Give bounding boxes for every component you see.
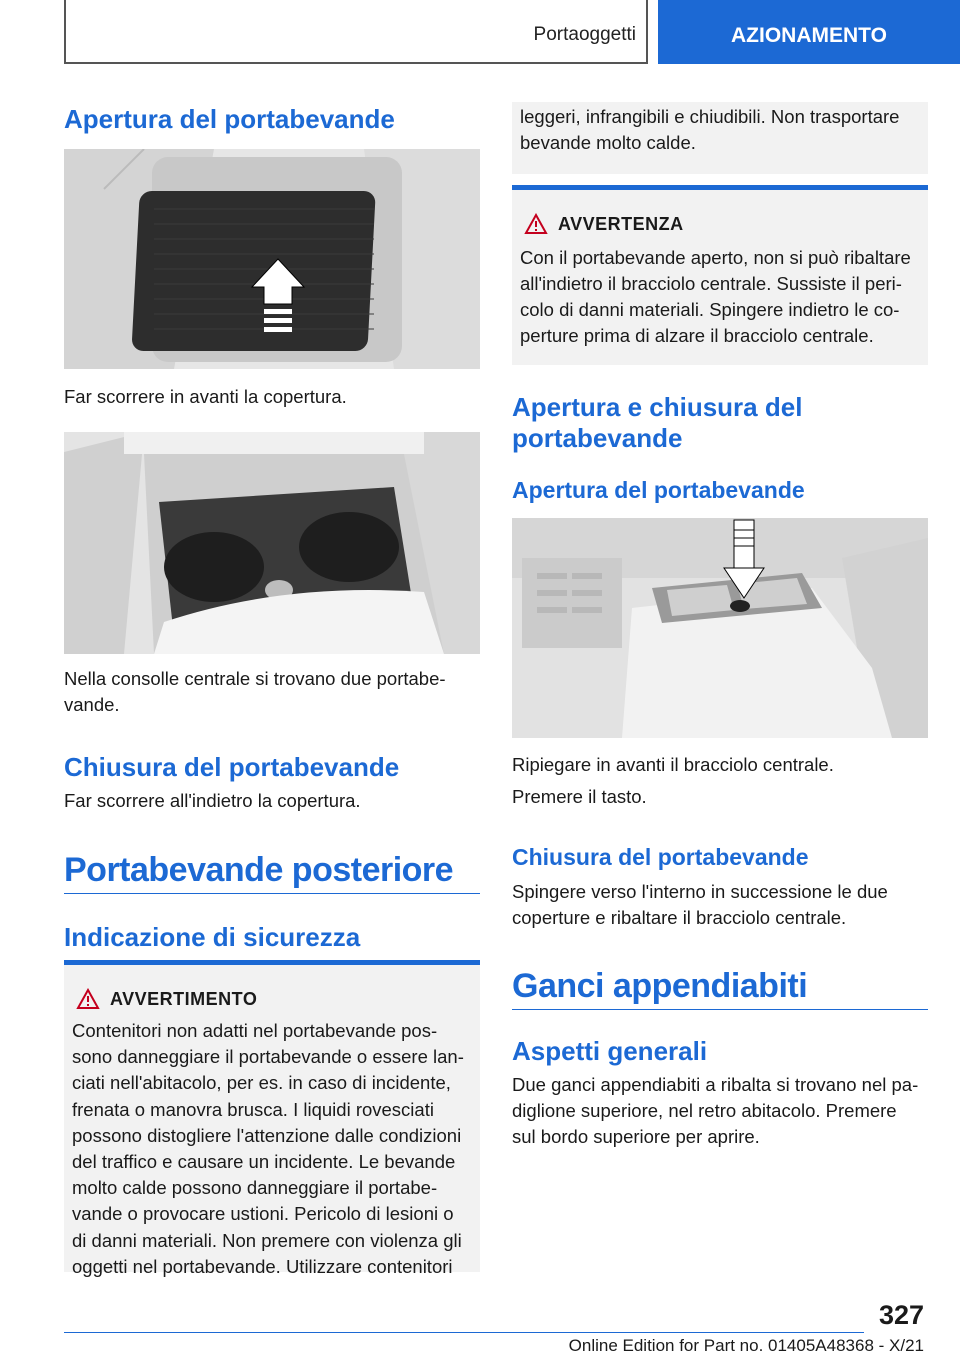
caution-box bbox=[512, 185, 928, 365]
caption-two-cupholders: Nella consolle centrale si trovano due portabe- vande. bbox=[64, 668, 446, 715]
warning-text: Contenitori non adatti nel portabevande pos- sono danneggiare il portabevande o essere lan- ciati nell'abitacolo, per es. in caso di incidente, frenata o manovra brusca. I liquidi rovesciati possono distogliere l'attenzione dalle condizioni del traffico e causare un incidente. Le bevande molto calde possono danneggiare il portabe- vande o provocare ustioni. Pericolo di lesioni o di danni materiali. Non premere con violenza gli oggetti nel portabevande. Utilizzare contenitori bbox=[72, 1020, 464, 1277]
heading-coat-hooks: Ganci appendiabiti bbox=[512, 967, 808, 1005]
text-close-right: Spingere verso l'interno in successione le due coperture e ribaltare il bracciolo centrale. bbox=[512, 881, 888, 928]
text-general: Due ganci appendiabiti a ribalta si trovano nel pa- diglione superiore, nel retro abitacolo. Premere sul bordo superiore per aprire. bbox=[512, 1074, 919, 1147]
caption-slide-cover: Far scorrere in avanti la copertura. bbox=[64, 386, 347, 407]
photo-cupholder-cover bbox=[64, 149, 480, 369]
subheading-close: Chiusura del portabevande bbox=[512, 844, 809, 870]
heading-open-close: Apertura e chiusura del portabevande bbox=[512, 392, 803, 454]
heading-rear-cupholder: Portabevande posteriore bbox=[64, 851, 454, 889]
warning-triangle-icon bbox=[76, 988, 100, 1010]
heading-safety: Indicazione di sicurezza bbox=[64, 922, 361, 952]
heading-rule-hooks bbox=[512, 1009, 928, 1010]
caution-text: Con il portabevande aperto, non si può ribaltare all'indietro il bracciolo centrale. Sussiste il peri- colo di danni materiali. Spingere indietro le co- perture prima di alzare il bracciolo centrale. bbox=[520, 247, 911, 346]
warning-continued-box bbox=[512, 102, 928, 174]
subheading-open: Apertura del portabevande bbox=[512, 477, 805, 503]
caution-heading bbox=[524, 213, 684, 235]
photo-two-cupholders bbox=[64, 432, 480, 654]
warning-box bbox=[64, 960, 480, 1277]
heading-close-cupholder: Chiusura del portabevande bbox=[64, 752, 400, 782]
warning-continued-text: leggeri, infrangibili e chiudibili. Non trasportare bevande molto calde. bbox=[520, 106, 900, 153]
heading-general: Aspetti generali bbox=[512, 1036, 708, 1066]
photo-rear-armrest bbox=[512, 518, 928, 738]
heading-open-cupholder: Apertura del portabevande bbox=[64, 104, 395, 134]
chapter-tab[interactable] bbox=[658, 0, 960, 64]
footer-rule bbox=[64, 1332, 864, 1333]
step-fold-armrest: Ripiegare in avanti il bracciolo centrale. bbox=[512, 754, 834, 775]
caution-bar bbox=[512, 185, 928, 190]
warning-title: AVVERTIMENTO bbox=[110, 988, 258, 1009]
section-title: Portaoggetti bbox=[533, 24, 636, 45]
caution-triangle-icon bbox=[524, 213, 548, 235]
heading-rule bbox=[64, 893, 480, 894]
text-close-cupholder: Far scorrere all'indietro la copertura. bbox=[64, 790, 361, 811]
caution-title: AVVERTENZA bbox=[558, 213, 684, 234]
chapter-tab-label: AZIONAMENTO bbox=[731, 24, 887, 47]
warning-bar bbox=[64, 960, 480, 965]
warning-heading bbox=[76, 988, 257, 1010]
step-press-button: Premere il tasto. bbox=[512, 786, 647, 807]
footer-edition: Online Edition for Part no. 01405A48368 - X/21 bbox=[568, 1336, 924, 1355]
page-number: 327 bbox=[878, 1300, 924, 1330]
